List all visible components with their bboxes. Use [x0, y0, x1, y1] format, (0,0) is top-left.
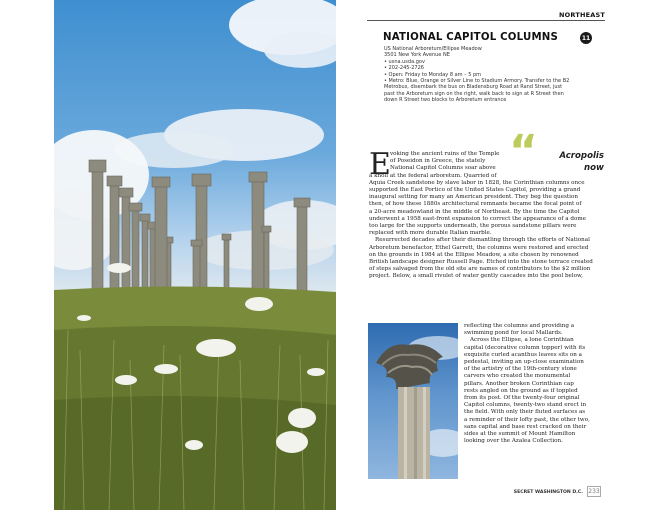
body-line-wrapped: a reminder of their lofty past, the other two, [464, 416, 590, 423]
running-head: NORTHEAST [559, 11, 605, 19]
body-line: of steps salvaged from the old site are names of contributors to the $2 million [369, 266, 591, 273]
body-line-wrapped: carvers who created the monumental [464, 373, 571, 380]
body-line: Resurrected decades after their dismantling through the efforts of National [375, 237, 590, 244]
body-line: a 20-acre meadowland in the middle of Northeast. By the time the Capitol [369, 208, 580, 215]
entry-info [384, 46, 594, 104]
page-number: 233 [588, 488, 600, 495]
body-line-wrapped: reflecting the columns and providing a [464, 323, 575, 329]
columns-meadow-photo [54, 0, 336, 510]
pull-quote [544, 150, 604, 174]
body-line: then, of how these 1880s architectural remnants became the focal point of [369, 201, 582, 208]
body-line-wrapped: the field. With only their fluted surfaces as [464, 409, 586, 416]
body-line: voking the ancient ruins of the Temple [390, 151, 500, 157]
pull-quote-line: now [584, 163, 604, 173]
drop-cap: E [369, 147, 391, 182]
body-line: too large for the supports underneath, the porous sandstone pillars were [369, 223, 577, 229]
quote-mark-icon: “ [509, 126, 538, 177]
info-line: US National Arboretum/Ellipse Meadow [384, 46, 482, 52]
pull-quote-line: Acropolis [559, 151, 604, 161]
header-rule [367, 20, 605, 21]
body-line: supported the East Portico of the United States Capitol, providing a grand [369, 187, 581, 193]
body-line-wrapped: looking over the Azalea Collection. [464, 438, 563, 445]
corinthian-capital-illustration [368, 323, 458, 479]
corinthian-capital-photo [368, 323, 458, 479]
info-line: 3501 New York Avenue NE [384, 52, 450, 59]
body-line-wrapped: of the artistry of the 19th-century stone [464, 366, 577, 373]
body-line: inaugural setting for many an American president. They beg the question [369, 194, 578, 201]
body-line: National Capitol Columns soar above [390, 165, 496, 172]
body-line: Aquia Creek sandstone by slave labor in 1828, the Corinthian columns once [369, 179, 585, 186]
info-directions: • Metro: Blue, Orange or Silver Line to Stadium Armory. Transfer to the B2 [384, 78, 570, 85]
body-line: British landscape designer Russell Page. Etched into the stone terrace created [369, 259, 593, 265]
article-page [367, 0, 605, 510]
body-line: on the grounds in 1984 at the Ellipse Meadow, a site chosen by renowned [369, 251, 579, 258]
body-line-wrapped: Capitol columns, twenty-two stand erect in [464, 402, 587, 409]
body-line-wrapped: pillars. Another broken Corinthian cap [464, 380, 574, 387]
body-line-wrapped: sides at the summit of Mount Hamilton [464, 431, 576, 437]
info-directions: down R Street two blocks to Arboretum entrance [384, 97, 507, 104]
body-line-wrapped: exquisite curled acanthus leaves sits on a [464, 351, 583, 358]
footer-book-title: SECRET WASHINGTON D.C. [513, 490, 583, 495]
body-line: replaced with more durable Italian marble. [369, 230, 492, 237]
body-line-wrapped: from its post. Of the twenty-four original [464, 395, 580, 401]
body-line-wrapped: capital (decorative column topper) with its [464, 344, 586, 351]
info-directions: past the Arboretum sign on the right, walk back to sign at R Street then [384, 90, 564, 97]
body-line: underwent a 1958 east-front expansion to correct the appearance of a dome [369, 215, 586, 222]
body-line: project. Below, a small rivulet of water gently cascades into the pool below, [369, 273, 583, 280]
info-phone: • 202-245-2726 [384, 65, 424, 72]
body-line-wrapped: sans capital and base rest cracked on their [464, 423, 587, 430]
body-line-wrapped: swimming pond for local Mallards. [464, 330, 563, 337]
body-line-wrapped: Across the Ellipse, a lone Corinthian [470, 337, 574, 344]
body-line: Arboretum benefactor, Ethel Garrett, the columns were restored and erected [369, 244, 589, 251]
entry-title: NATIONAL CAPITOL COLUMNS [383, 32, 559, 43]
body-line: of Poseidon in Greece, the stately [390, 158, 486, 165]
map-number-badge: 11 [580, 32, 592, 44]
info-hours: • Open: Friday to Monday 8 am – 5 pm [384, 71, 482, 78]
info-website: • usna.usda.gov [384, 58, 425, 65]
info-directions: Metrobus, disembark the bus on Bladensburg Road at Rand Street, just [384, 84, 563, 91]
columns-meadow-illustration [54, 0, 336, 510]
body-line-wrapped: pedestal, inviting an up-close examination [464, 359, 584, 365]
body-line: a knoll at the federal arboretum. Quarried of [369, 172, 497, 179]
body-line-wrapped: rests angled on the ground as if toppled [464, 387, 578, 394]
